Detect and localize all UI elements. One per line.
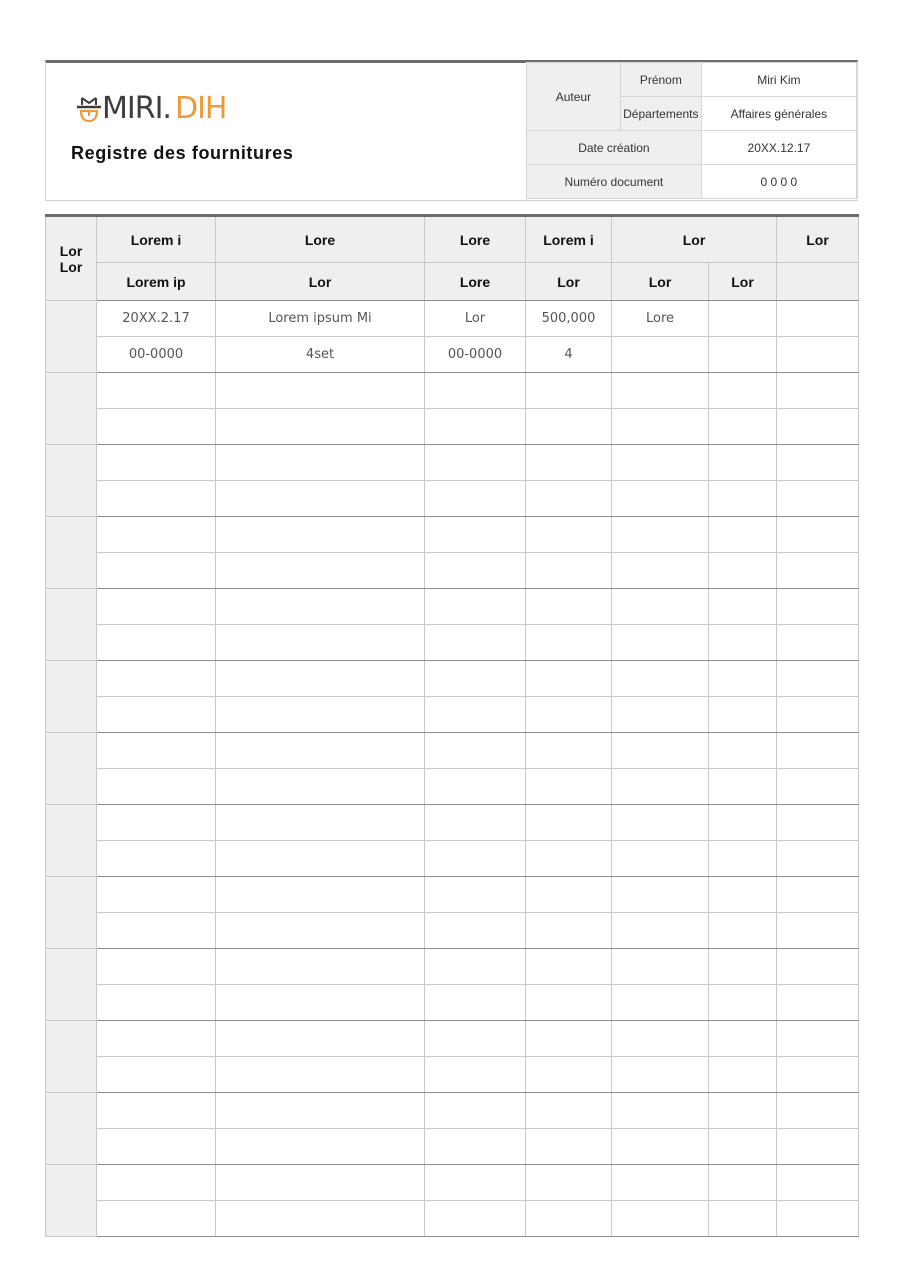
cell[interactable] [97, 769, 216, 805]
row-index-cell[interactable] [46, 949, 97, 1021]
cell[interactable] [216, 1057, 425, 1093]
table-row [46, 1057, 859, 1093]
cell[interactable] [216, 769, 425, 805]
col-subheader [777, 263, 859, 301]
document-meta-table [526, 62, 857, 199]
col-header-index: Lor Lor [46, 216, 97, 301]
cell[interactable] [612, 1201, 709, 1237]
cell[interactable] [612, 913, 709, 949]
table-row [46, 769, 859, 805]
cell[interactable] [425, 445, 526, 481]
cell[interactable] [526, 661, 612, 697]
cell[interactable] [777, 949, 859, 985]
row-index-cell[interactable] [46, 1165, 97, 1237]
page-title: Registre des fournitures [71, 143, 294, 163]
cell[interactable] [612, 409, 709, 445]
cell[interactable] [709, 517, 777, 553]
table-row [46, 1201, 859, 1237]
cell[interactable] [612, 517, 709, 553]
cell[interactable] [526, 1165, 612, 1201]
cell[interactable] [709, 985, 777, 1021]
cell[interactable] [97, 373, 216, 409]
col-header: Lor [612, 216, 777, 263]
cell[interactable] [777, 841, 859, 877]
cell[interactable] [612, 805, 709, 841]
cell[interactable] [777, 301, 859, 337]
row-index-cell[interactable] [46, 373, 97, 445]
table-row [46, 877, 859, 913]
cell[interactable] [526, 733, 612, 769]
cell[interactable] [709, 661, 777, 697]
first-name-value[interactable]: Miri Kim [701, 63, 856, 97]
cell[interactable] [709, 913, 777, 949]
cell[interactable] [97, 949, 216, 985]
row-index-cell[interactable] [46, 589, 97, 661]
cell[interactable] [97, 1057, 216, 1093]
cell[interactable] [709, 409, 777, 445]
cell[interactable] [97, 877, 216, 913]
cell[interactable] [612, 697, 709, 733]
author-label: Auteur [527, 63, 621, 131]
cell[interactable] [612, 733, 709, 769]
cell[interactable] [425, 517, 526, 553]
cell[interactable] [425, 733, 526, 769]
cell[interactable] [777, 1129, 859, 1165]
cell[interactable] [425, 1021, 526, 1057]
cell[interactable] [777, 805, 859, 841]
cell[interactable] [216, 841, 425, 877]
cell[interactable] [216, 1093, 425, 1129]
col-header: Lorem i [526, 216, 612, 263]
table-row [46, 841, 859, 877]
col-subheader: Lor [526, 263, 612, 301]
cell[interactable] [425, 1165, 526, 1201]
cell[interactable] [216, 985, 425, 1021]
cell[interactable] [216, 661, 425, 697]
cell[interactable] [612, 1165, 709, 1201]
cell[interactable] [216, 517, 425, 553]
doc-number-label: Numéro document [527, 165, 702, 199]
cell[interactable] [612, 589, 709, 625]
table-row [46, 805, 859, 841]
col-subheader: Lore [425, 263, 526, 301]
cell[interactable] [216, 733, 425, 769]
cell[interactable] [777, 1021, 859, 1057]
table-row [46, 337, 859, 373]
cell[interactable] [526, 769, 612, 805]
cell[interactable] [777, 409, 859, 445]
table-row [46, 553, 859, 589]
cell[interactable] [425, 805, 526, 841]
cell[interactable] [777, 1165, 859, 1201]
col-subheader: Lor [216, 263, 425, 301]
cell[interactable] [709, 1021, 777, 1057]
cell[interactable] [216, 373, 425, 409]
cell[interactable] [526, 589, 612, 625]
row-index-cell[interactable] [46, 877, 97, 949]
cell[interactable] [709, 625, 777, 661]
cell[interactable] [425, 1129, 526, 1165]
cell[interactable] [425, 841, 526, 877]
cell[interactable] [777, 553, 859, 589]
table-row [46, 661, 859, 697]
cell[interactable] [612, 1129, 709, 1165]
cell[interactable] [425, 913, 526, 949]
cell[interactable] [216, 877, 425, 913]
cell[interactable] [612, 625, 709, 661]
row-index-cell[interactable] [46, 661, 97, 733]
table-row [46, 373, 859, 409]
cell[interactable] [709, 877, 777, 913]
row-index-cell[interactable] [46, 445, 97, 517]
cell[interactable] [97, 517, 216, 553]
table-row [46, 985, 859, 1021]
cell[interactable] [216, 1021, 425, 1057]
cell[interactable] [777, 373, 859, 409]
doc-number-value[interactable]: 0 0 0 0 [701, 165, 856, 199]
cell[interactable] [777, 1057, 859, 1093]
cell[interactable] [612, 661, 709, 697]
supplies-table [45, 214, 859, 1237]
cell[interactable] [777, 445, 859, 481]
cell[interactable] [612, 337, 709, 373]
cell[interactable] [97, 1021, 216, 1057]
date-value[interactable]: 20XX.12.17 [701, 131, 856, 165]
cell[interactable] [612, 769, 709, 805]
cell[interactable] [709, 373, 777, 409]
cell[interactable] [216, 949, 425, 985]
cell[interactable] [777, 697, 859, 733]
hat-face-icon [76, 94, 102, 124]
cell[interactable] [216, 589, 425, 625]
department-label: Départements [620, 97, 701, 131]
cell[interactable] [97, 553, 216, 589]
cell[interactable] [709, 481, 777, 517]
row-index-cell[interactable] [46, 517, 97, 589]
cell[interactable] [425, 589, 526, 625]
cell[interactable] [97, 409, 216, 445]
department-value[interactable]: Affaires générales [701, 97, 856, 131]
cell[interactable] [612, 1057, 709, 1093]
cell[interactable]: 00-0000 [97, 337, 216, 373]
cell[interactable] [709, 805, 777, 841]
cell[interactable] [709, 1201, 777, 1237]
table-row [46, 1129, 859, 1165]
cell[interactable] [709, 553, 777, 589]
cell[interactable] [526, 1129, 612, 1165]
cell[interactable] [97, 841, 216, 877]
row-index-cell[interactable] [46, 1093, 97, 1165]
table-row [46, 1021, 859, 1057]
cell[interactable] [526, 373, 612, 409]
cell[interactable] [526, 841, 612, 877]
table-row [46, 301, 859, 337]
cell[interactable] [425, 625, 526, 661]
cell[interactable] [526, 697, 612, 733]
cell[interactable] [709, 301, 777, 337]
cell[interactable]: 20XX.2.17 [97, 301, 216, 337]
cell[interactable] [97, 661, 216, 697]
cell[interactable] [709, 337, 777, 373]
cell[interactable] [709, 697, 777, 733]
first-name-label: Prénom [620, 63, 701, 97]
cell[interactable] [709, 445, 777, 481]
cell[interactable] [97, 625, 216, 661]
cell[interactable] [777, 1093, 859, 1129]
cell[interactable] [526, 1057, 612, 1093]
cell[interactable] [425, 1057, 526, 1093]
col-header: Lore [425, 216, 526, 263]
cell[interactable] [216, 1129, 425, 1165]
col-subheader: Lor [612, 263, 709, 301]
cell[interactable] [216, 409, 425, 445]
cell[interactable] [425, 1201, 526, 1237]
cell[interactable] [425, 985, 526, 1021]
cell[interactable] [216, 1201, 425, 1237]
table-row [46, 625, 859, 661]
row-index-cell[interactable] [46, 805, 97, 877]
cell[interactable] [709, 769, 777, 805]
cell[interactable] [709, 1057, 777, 1093]
cell[interactable] [216, 805, 425, 841]
cell[interactable] [425, 769, 526, 805]
cell[interactable] [526, 517, 612, 553]
cell[interactable] [612, 1093, 709, 1129]
cell[interactable] [612, 445, 709, 481]
cell[interactable] [777, 877, 859, 913]
cell[interactable] [97, 733, 216, 769]
cell[interactable] [612, 373, 709, 409]
cell[interactable] [777, 913, 859, 949]
table-row [46, 697, 859, 733]
cell[interactable] [709, 1165, 777, 1201]
cell[interactable] [777, 517, 859, 553]
cell[interactable] [526, 553, 612, 589]
cell[interactable] [709, 733, 777, 769]
cell[interactable] [526, 1201, 612, 1237]
cell[interactable] [526, 409, 612, 445]
cell[interactable] [612, 1021, 709, 1057]
logo-text-dih: DIH [174, 91, 227, 126]
cell[interactable] [777, 661, 859, 697]
cell[interactable] [216, 913, 425, 949]
cell[interactable] [777, 769, 859, 805]
cell[interactable]: Lore [612, 301, 709, 337]
cell[interactable] [709, 1129, 777, 1165]
cell[interactable] [526, 1021, 612, 1057]
cell[interactable] [425, 877, 526, 913]
cell[interactable] [777, 625, 859, 661]
cell[interactable] [526, 625, 612, 661]
table-row [46, 913, 859, 949]
logo-text-miri: MIRI. [102, 91, 171, 126]
cell[interactable]: 500,000 [526, 301, 612, 337]
cell[interactable]: Lor [425, 301, 526, 337]
cell[interactable] [425, 1093, 526, 1129]
row-index-cell[interactable] [46, 1021, 97, 1093]
cell[interactable] [97, 1129, 216, 1165]
row-index-cell[interactable] [46, 733, 97, 805]
document-header [45, 60, 858, 201]
cell[interactable] [777, 337, 859, 373]
cell[interactable] [97, 1165, 216, 1201]
cell[interactable] [216, 1165, 425, 1201]
cell[interactable] [216, 697, 425, 733]
cell[interactable] [526, 1093, 612, 1129]
cell[interactable] [612, 553, 709, 589]
cell[interactable] [425, 661, 526, 697]
cell[interactable] [216, 625, 425, 661]
cell[interactable] [612, 985, 709, 1021]
cell[interactable] [97, 481, 216, 517]
cell[interactable]: 4set [216, 337, 425, 373]
cell[interactable] [526, 985, 612, 1021]
brand-logo [76, 91, 226, 127]
cell[interactable] [97, 805, 216, 841]
table-row [46, 733, 859, 769]
cell[interactable] [425, 409, 526, 445]
col-subheader: Lor [709, 263, 777, 301]
cell[interactable] [216, 445, 425, 481]
cell[interactable] [777, 589, 859, 625]
table-row [46, 1165, 859, 1201]
table-row [46, 517, 859, 553]
cell[interactable] [777, 1201, 859, 1237]
cell[interactable] [425, 553, 526, 589]
table-row [46, 445, 859, 481]
cell[interactable] [526, 805, 612, 841]
col-header: Lor [777, 216, 859, 263]
cell[interactable] [612, 949, 709, 985]
cell[interactable] [97, 1093, 216, 1129]
cell[interactable] [97, 697, 216, 733]
table-row [46, 949, 859, 985]
cell[interactable] [526, 913, 612, 949]
cell[interactable] [777, 733, 859, 769]
table-row [46, 481, 859, 517]
cell[interactable] [612, 841, 709, 877]
cell[interactable] [526, 949, 612, 985]
cell[interactable] [526, 481, 612, 517]
date-label: Date création [527, 131, 702, 165]
cell[interactable] [526, 877, 612, 913]
cell[interactable] [97, 913, 216, 949]
cell[interactable] [425, 373, 526, 409]
col-header: Lorem i [97, 216, 216, 263]
cell[interactable] [425, 481, 526, 517]
cell[interactable] [709, 1093, 777, 1129]
cell[interactable] [612, 481, 709, 517]
table-row [46, 409, 859, 445]
cell[interactable] [216, 481, 425, 517]
cell[interactable] [709, 589, 777, 625]
cell[interactable] [97, 445, 216, 481]
cell[interactable]: 4 [526, 337, 612, 373]
cell[interactable] [777, 985, 859, 1021]
table-row [46, 589, 859, 625]
cell[interactable] [709, 841, 777, 877]
cell[interactable] [612, 877, 709, 913]
cell[interactable] [97, 1201, 216, 1237]
cell[interactable] [425, 697, 526, 733]
cell[interactable] [709, 949, 777, 985]
cell[interactable]: Lorem ipsum Mi [216, 301, 425, 337]
cell[interactable] [425, 949, 526, 985]
cell[interactable] [97, 589, 216, 625]
cell[interactable]: 00-0000 [425, 337, 526, 373]
row-index-cell[interactable] [46, 301, 97, 373]
cell[interactable] [97, 985, 216, 1021]
cell[interactable] [526, 445, 612, 481]
table-row [46, 1093, 859, 1129]
cell[interactable] [777, 481, 859, 517]
cell[interactable] [216, 553, 425, 589]
col-header: Lore [216, 216, 425, 263]
col-subheader: Lorem ip [97, 263, 216, 301]
